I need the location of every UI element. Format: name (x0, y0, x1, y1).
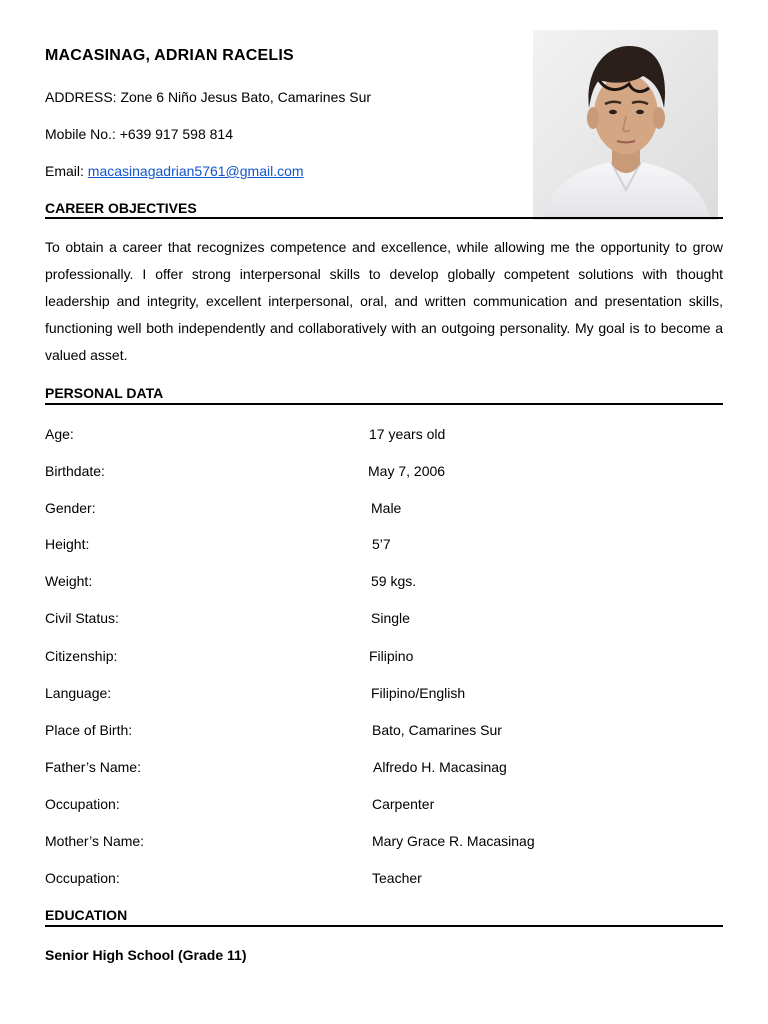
father-occupation-value: Carpenter (372, 796, 435, 812)
mothers-name-value: Mary Grace R. Macasinag (372, 833, 535, 849)
height-value: 5’7 (372, 536, 391, 552)
age-value: 17 years old (369, 426, 446, 442)
language-label: Language: (45, 685, 112, 701)
citizenship-label: Citizenship: (45, 648, 118, 664)
email-link[interactable]: macasinagadrian5761@gmail.com (87, 163, 304, 179)
applicant-photo (533, 30, 718, 220)
birthdate-value: May 7, 2006 (368, 463, 446, 479)
civil-status-value: Single (371, 610, 410, 626)
birthdate-label: Birthdate: (45, 463, 105, 479)
gender-value: Male (371, 500, 402, 516)
mobile-line: Mobile No.: +639 917 598 814 (45, 126, 233, 142)
email-label: Email: (45, 163, 88, 179)
citizenship-value: Filipino (369, 648, 414, 664)
career-objectives-heading: CAREER OBJECTIVES (45, 200, 197, 216)
mothers-name-label: Mother’s Name: (45, 833, 145, 849)
education-rule (45, 925, 723, 927)
father-occupation-label: Occupation: (45, 796, 120, 812)
education-heading: EDUCATION (45, 907, 128, 923)
email-line (45, 163, 304, 179)
education-level: Senior High School (Grade 11) (45, 947, 247, 963)
gender-label: Gender: (45, 500, 96, 516)
place-of-birth-value: Bato, Camarines Sur (372, 722, 502, 738)
mother-occupation-value: Teacher (372, 870, 422, 886)
career-objectives-text: To obtain a career that recognizes competence and excellence, while allowing me the opportunity to grow professionally. I offer strong interpersonal skills to develop globally competent solutions with thought leadership and integrity, excellent interpersonal, oral, and written communication and presentation skills, functioning well both independently and collaboratively with an outgoing personality. My goal is to become a valued asset. (45, 239, 723, 363)
personal-data-rule (45, 403, 723, 405)
height-label: Height: (45, 536, 90, 552)
address-line: ADDRESS: Zone 6 Niño Jesus Bato, Camarines Sur (45, 89, 372, 105)
mother-occupation-label: Occupation: (45, 870, 120, 886)
career-objectives-rule (45, 217, 723, 219)
fathers-name-value: Alfredo H. Macasinag (373, 759, 507, 775)
place-of-birth-label: Place of Birth: (45, 722, 133, 738)
personal-data-heading: PERSONAL DATA (45, 385, 164, 401)
applicant-name: MACASINAG, ADRIAN RACELIS (45, 47, 294, 64)
age-label: Age: (45, 426, 74, 442)
weight-value: 59 kgs. (371, 573, 417, 589)
civil-status-label: Civil Status: (45, 610, 119, 626)
fathers-name-label: Father’s Name: (45, 759, 141, 775)
weight-label: Weight: (45, 573, 93, 589)
language-value: Filipino/English (371, 685, 466, 701)
